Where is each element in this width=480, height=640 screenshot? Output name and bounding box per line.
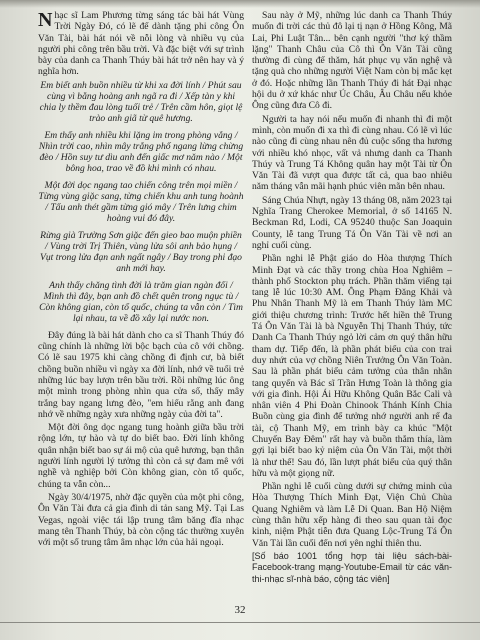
source-note: [Số báo 1001 tổng hợp tài liệu sách-bài-Facebook-trang mạng-Youtube-Email từ các văn-thi-nhạc sĩ-nhà báo, cộng tác viên]: [252, 550, 452, 584]
poem-stanza-2: Em thấy anh nhiều khi lặng im trong phòng vắng / Nhìn trời cao, nhìn mây trắng phố ngang lừng chừng đèo / Hồn suy tư dìu anh đến giấc mơ năm nào / Một bông hoa, trao về đồ khi mình có nhau.: [38, 129, 244, 174]
body-paragraph: Phần nghi lễ Phật giáo do Hòa thượng Thích Minh Đạt và các thầy trong chùa Hoa Nghiêm – thành phố Stockton phụ trách. Phần thăm viếng tại tang lễ lúc 10:30 AM. Ông Phạm Đăng Khải và Phu Nhân Thanh Mỹ là em Thanh Thúy làm MC giới thiệu chương trình: Trước hết hiền thê Trung Tá Ôn Văn Tài là bà Nguyễn Thị Thanh Thúy, tức Danh Ca Thanh Thúy ngỏ lời cảm ơn quý thân hữu tham dự. Tiếp đến, là phần phát biểu của con trai duy nhứt của vợ chồng Niên Trưởng Ôn Văn Toàn. Sau là phần phát biểu cảm tưởng của thân nhân tang quyến và Bác sĩ Trần Hưng Toàn là thông gia với gia đình. Hội Ái Hữu Không Quân Bắc Cali và nhân viên 4 Phi Đoàn Chinook Thánh Kính Chia Buồn cùng gia đình để tưởng nhớ người anh rể đa tài, cộ Thanh Mỹ, em trình bày ca khúc "Một Chuyến Bay Đêm" rất hay và buồn thắm thía, làm gợi lại biết bao kỷ niệm của Ôn Văn Tài, một thời là như thế! Sau đó, lần lượt phát biểu của quý thân hữu và một giọng nữ.: [252, 253, 452, 479]
page-number: 32: [234, 604, 246, 616]
poem-stanza-3: Một đời dọc ngang tao chiến công trên mọi miền / Từng vùng giặc sang, từng chiến khu anh tung hoành / Tấu anh thét gầm từng gió mây / Trên lưng chim hoàng vui đó đây.: [38, 179, 244, 224]
body-paragraph: Người ta hay nói nếu muốn đi nhanh thì đi một mình, còn muốn đi xa thì đi cùng nhau. Có lẽ vì lúc nào cũng đi cùng nhau nên đủ cuộc sống tha hương với nhiều khó nhọc, vất vả nhưng danh ca Thanh Thúy và Trung Tá Không quân hay một Tài từ Ôn Văn Tài đã vượt qua được tất cả, qua bao nhiêu năm tháng vẫn mãi hạnh phúc viên mãn bên nhau.: [252, 113, 452, 193]
footer-rule: [0, 622, 480, 623]
left-column: [38, 10, 244, 550]
body-paragraph: Ngày 30/4/1975, nhờ đặc quyền của một phi công, Ôn Văn Tài đưa cả gia đình di tản sang Mỹ. Tại Las Vegas, ngoài việc tái lập trung tâm băng đĩa nhạc mang tên Thanh Thúy, bà còn cộng tác thường xuyên với một số trung tâm âm nhạc lớn của hải ngoại.: [38, 491, 244, 549]
intro-paragraph: Nhạc sĩ Lam Phương từng sáng tác bài hát Vùng Trời Ngày Đó, có lẽ để dành tặng phi công Ôn Văn Tài, bài hát nói về nỗi lòng và nhiều vụ của người phi công trên bầu trời. Và đặc biệt với sự trình bày của danh ca Thanh Thúy bài hát trở nên hay và ý nghĩa hơn.: [38, 9, 244, 78]
drop-cap: N: [38, 9, 53, 31]
body-paragraph: Đây đúng là bài hát dành cho ca sĩ Thanh Thúy đó cũng chính là những lời bộc bạch của cô với chồng. Có lẽ sau 1975 khi càng chồng đi định cư, bà biết chồng buồn nhiều vì ngày xa đời lính, nhớ về tuổi trẻ những lúc bay lượn trên bầu trời. Rồi những lúc ông một mình trong phòng nhìn qua cửa sổ, thấy mây trắng bay ngang lưng đèo, "em hiểu rằng anh đang nhớ về những ngày xưa những ngày của đời ta".: [38, 329, 244, 420]
body-paragraph: Sau này ở Mỹ, những lúc danh ca Thanh Thúy muốn đi trời các thủ đô lại tị nạn ở Hồng Kông, Mã Lai, Phi Luật Tân... bên cạnh người "thơ ký thầm lặng" Thanh Châu của Cô thì Ôn Văn Tài cũng thường đi cùng để thăm, hát phục vụ văn nghệ và tặng quà cho những người Việt Nam còn bị mắc kẹt ở đó. Hoặc những lần Thanh Thúy đi hát Đại nhạc hội du ở xứ khác như Úc Châu, Âu Châu nếu khỏe Ông cũng đưa Cô đi.: [252, 10, 452, 112]
poem-stanza-5: Anh thấy chăng tình đời là trăm gian ngàn đối / Mình thì đây, bạn anh đồ chết quên trong ngục tù / Còn không gian, còn tổ quốc, chúng ta vẫn còn / Tìm lại nhau, ta về đồ xây lại nước non.: [39, 279, 243, 324]
body-paragraph: Sáng Chúa Nhựt, ngày 13 tháng 08, năm 2023 tại Nghĩa Trang Cherokee Memorial, ở số 14165 N. Beckman Rd, Lodi, CA 95240 thuộc San Joaquin County, lễ tang Trung Tá Ôn Văn Tài về nơi an nghỉ cuối cùng.: [252, 194, 452, 251]
right-column: [252, 10, 452, 587]
body-paragraph: Phần nghi lễ cuối cùng dưới sự chứng minh của Hòa Thượng Thích Minh Đạt, Viện Chủ Chùa Quang Nghiêm và làm Lễ Di Quan. Ban Hộ Niệm cùng thân hữu xếp hàng đi theo sau quan tài đọc kinh, niệm Phật tiễn đưa Quang Lộc-Trung Tá Ôn Văn Tài lần cuối đến nơi yên nghỉ thiên thu.: [252, 481, 452, 549]
page-shadow: [0, 0, 480, 8]
body-paragraph: Một đời ông dọc ngang tung hoành giữa bầu trời rộng lớn, tự hào và tự do biết bao. Đời lính không quân nhận biết bao sự ái mộ của quê hương, bạn thân người lính người lý tưởng thì còn cả sự đam mê với nghề và nghiệp bởi Còn không gian, còn tổ quốc, chúng ta vẫn còn...: [38, 422, 244, 490]
poem-stanza-1: Em biết anh buồn nhiều từ khi xa đời lính / Phút sau cùng vì bằng hoàng anh ngã ra đi / Xếp tàn y khi chia ly thềm đau lòng tuổi trẻ / Trên cầm hôn, giọt lệ trào anh giã từ quê hương.: [39, 79, 243, 124]
poem-stanza-4: Rừng già Trường Sơn giặc đến gieo bao muộn phiền / Vùng trời Trị Thiên, vùng lửa sôi anh bảo hụng / Vụt trong lửa đạn anh ngất ngây / Bay trong phi đạo anh mới hay.: [40, 229, 242, 274]
